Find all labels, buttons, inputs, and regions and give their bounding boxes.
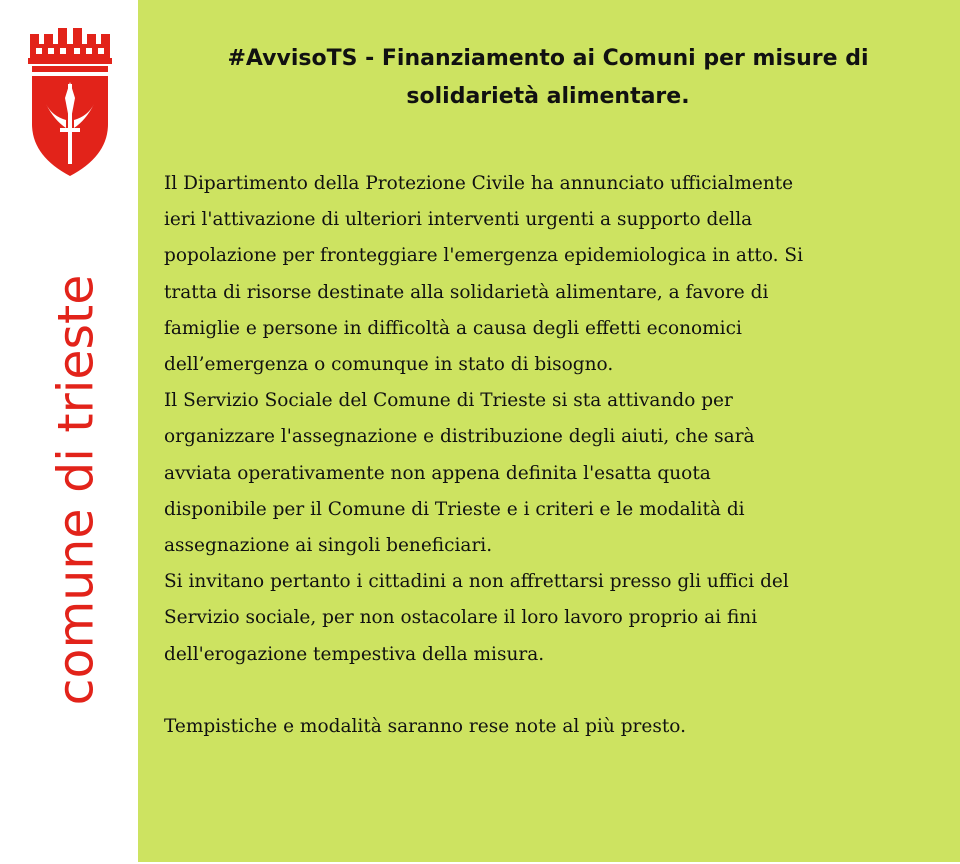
body-line: organizzare l'assegnazione e distribuzione degli aiuti, che sarà [164,426,755,448]
body-line: Il Dipartimento della Protezione Civile ha annunciato ufficialmente [164,173,794,194]
closing-line: Tempistiche e modalità saranno rese note al più presto. [164,716,686,738]
body-line: disponibile per il Comune di Trieste e i criteri e le modalità di [164,498,745,520]
notice-title-line: #AvvisoTS - Finanziamento ai Comuni per misure di [227,46,869,71]
brand-sidebar [0,0,138,864]
trieste-halberd-crest-icon [26,24,114,180]
body-line: Si invitano pertanto i cittadini a non affrettarsi presso gli uffici del [164,571,789,593]
notice-title [178,40,918,116]
brand-wordmark: comune di trieste [47,274,105,706]
body-line: Il Servizio Sociale del Comune di Trieste si sta attivando per [164,390,733,412]
notice-body [164,166,956,745]
notice-panel [138,0,960,862]
body-line: famiglie e persone in difficoltà a causa degli effetti economici [164,317,742,339]
paragraph-spacer [164,673,956,709]
body-line: tratta di risorse destinate alla solidarietà alimentare, a favore di [164,281,769,303]
body-line: avviata operativamente non appena definita l'esatta quota [164,462,711,484]
body-line: Servizio sociale, per non ostacolare il loro lavoro proprio ai fini [164,607,758,629]
body-line: dell'erogazione tempestiva della misura. [164,643,545,665]
body-line: popolazione per fronteggiare l'emergenza epidemiologica in atto. Si [164,245,803,267]
body-line: ieri l'attivazione di ulteriori interventi urgenti a supporto della [164,209,753,231]
notice-title-line: solidarietà alimentare. [406,84,690,109]
body-line: dell’emergenza o comunque in stato di bisogno. [164,354,614,376]
body-line: assegnazione ai singoli beneficiari. [164,535,493,557]
